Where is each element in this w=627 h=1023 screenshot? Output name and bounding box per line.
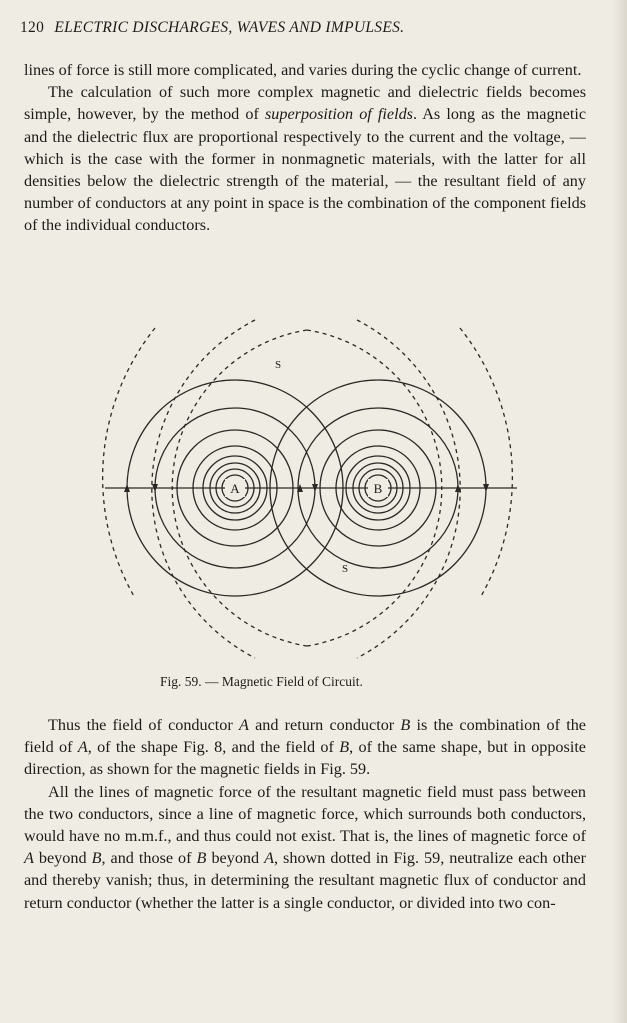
page-number: 120	[20, 19, 45, 36]
running-header	[20, 19, 580, 37]
label-conductor-a: A	[230, 481, 240, 496]
figure-caption: Fig. 59. — Magnetic Field of Circuit.	[160, 674, 363, 689]
neutralized-field-lines	[103, 320, 513, 658]
paragraph-2-emphasis: superposition of fields	[264, 105, 413, 124]
paragraph-4-text-a: All the lines of magnetic force of the resultant magnetic field must pass between the two conductors, since a line of magnetic force, which surrounds both conductors, would have no m.m.f., and thus could not exist. That is, the lines of magnetic force of	[24, 782, 586, 846]
paragraph-3-emphasis-b: B	[400, 716, 411, 734]
label-s-top: S	[274, 359, 282, 371]
paragraph-3-emphasis-c: A	[77, 738, 88, 757]
running-title: ELECTRIC DISCHARGES, WAVES AND IMPULSES.	[54, 19, 405, 36]
magnetic-field-figure	[95, 318, 535, 670]
body-text-top	[24, 59, 586, 237]
paragraph-4-emphasis-b: B	[91, 849, 102, 868]
paragraph-4-text-c: , and those of	[101, 849, 197, 868]
label-s-bottom: S	[341, 563, 349, 575]
paragraph-4-emphasis-a: A	[24, 849, 34, 868]
paragraph-4-text-b: beyond	[33, 849, 92, 868]
paragraph-2	[24, 81, 586, 236]
paragraph-3-text-c: is the combination of the field of	[24, 716, 586, 757]
label-conductor-b: B	[373, 481, 383, 496]
paragraph-3-emphasis-d: B	[339, 738, 350, 757]
paragraph-3-text-b: and return conductor	[248, 716, 401, 734]
paragraph-3-text-e: , of the same shape, but in opposite direction, as shown for the magnetic fields in Fig. 59.	[24, 738, 586, 779]
paragraph-4-emphasis-c: B	[196, 849, 207, 868]
paragraph-4-text-e: , shown dotted in Fig. 59, neutralize each other and thereby vanish; thus, in determining the resultant magnetic flux of conductor and return conductor (whether the latter is a single conductor, or divided into two con-	[24, 849, 587, 912]
body-text-bottom	[24, 714, 586, 914]
paragraph-4-text-d: beyond	[206, 849, 265, 868]
paragraph-2-text-b: . As long as the magnetic and the dielectric flux are proportional respectively to the current and the voltage, — which is the case with the former in nonmagnetic materials, with the latter for all densities below the dielectric strength of the material, — the resultant field of any number of conductors at any point in space is the combination of the component fields of the individual conductors.	[24, 105, 587, 235]
paragraph-1	[24, 59, 586, 81]
page-edge-shadow	[613, 0, 627, 1023]
paragraph-1-text: lines of force is still more complicated, and varies during the cyclic change of current.	[24, 61, 582, 79]
paragraph-2-text-a: The calculation of such more complex magnetic and dielectric fields becomes simple, however, by the method of	[24, 83, 586, 124]
paragraph-4	[24, 781, 586, 914]
paragraph-3-emphasis-a: A	[238, 716, 249, 734]
paragraph-3-text-d: , of the shape Fig. 8, and the field of	[87, 738, 340, 757]
paragraph-3	[24, 714, 586, 781]
paragraph-3-text-a: Thus the field of conductor	[48, 716, 239, 734]
paragraph-4-emphasis-d: A	[264, 849, 274, 868]
